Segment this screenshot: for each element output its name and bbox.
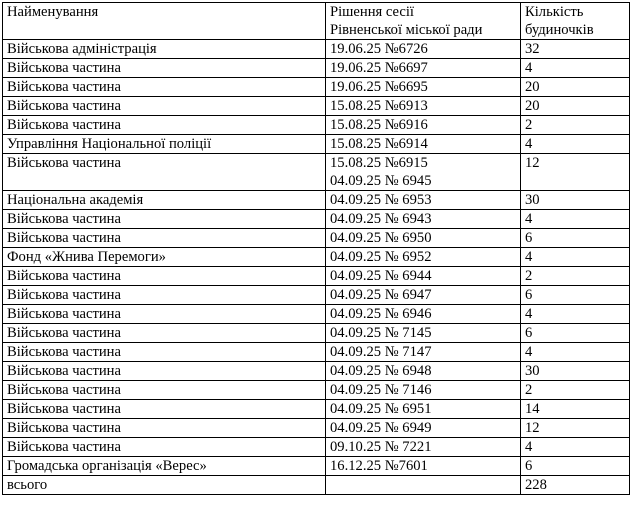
row-name: Військова частина: [7, 268, 121, 284]
row-count-cell: [521, 40, 630, 59]
row-name: Військова частина: [7, 98, 121, 114]
row-count-cell: [521, 59, 630, 78]
row-decision: 04.09.25 № 6951: [330, 401, 432, 417]
row-count-cell: [521, 305, 630, 324]
row-count: 20: [525, 98, 540, 114]
row-count-cell: [521, 286, 630, 305]
row-decision-cell: [326, 267, 521, 286]
table-row: [3, 40, 630, 59]
row-count-cell: [521, 362, 630, 381]
row-decision: 19.06.25 №6697: [330, 60, 428, 76]
row-decision: 04.09.25 № 6948: [330, 363, 432, 379]
header-name: [3, 3, 326, 40]
row-name-cell: [3, 438, 326, 457]
table-row: [3, 97, 630, 116]
row-count: 4: [525, 439, 533, 455]
row-name-cell: [3, 116, 326, 135]
row-decision: 04.09.25 № 7146: [330, 382, 432, 398]
row-decision: 04.09.25 № 7147: [330, 344, 432, 360]
row-count-cell: [521, 267, 630, 286]
row-count: 30: [525, 192, 540, 208]
table-row: [3, 324, 630, 343]
row-count-cell: [521, 116, 630, 135]
row-name: Фонд «Жнива Перемоги»: [7, 249, 166, 265]
row-count-cell: [521, 419, 630, 438]
row-name-cell: [3, 78, 326, 97]
row-name: Національна академія: [7, 192, 144, 208]
row-count-cell: [521, 438, 630, 457]
row-decision-cell: [326, 229, 521, 248]
row-count: 12: [525, 420, 540, 436]
row-count: 4: [525, 344, 533, 360]
table-total-row: [3, 476, 630, 495]
table-row: [3, 419, 630, 438]
row-decision: 15.08.25 №6915: [330, 155, 428, 171]
row-name: Військова частина: [7, 211, 121, 227]
row-decision: 15.08.25 №6916: [330, 117, 428, 133]
row-count: 2: [525, 382, 533, 398]
row-name-cell: [3, 305, 326, 324]
row-decision-cell: [326, 381, 521, 400]
row-name: Військова частина: [7, 363, 121, 379]
row-decision: 04.09.25 № 6950: [330, 230, 432, 246]
row-name-cell: [3, 400, 326, 419]
table-row: [3, 381, 630, 400]
row-decision: 04.09.25 № 6953: [330, 192, 432, 208]
row-name-cell: [3, 97, 326, 116]
row-name-cell: [3, 40, 326, 59]
row-name-cell: [3, 210, 326, 229]
row-name: Громадська організація «Верес»: [7, 458, 207, 474]
table-row: [3, 59, 630, 78]
table-row: [3, 362, 630, 381]
row-decision-cell: [326, 78, 521, 97]
row-name-cell: [3, 324, 326, 343]
table-row: [3, 457, 630, 476]
houses-allocation-table: [2, 2, 630, 495]
row-count-cell: [521, 324, 630, 343]
row-name: Військова частина: [7, 155, 121, 171]
row-name: Військова частина: [7, 60, 121, 76]
table-row: [3, 248, 630, 267]
row-name: Військова частина: [7, 401, 121, 417]
row-decision-cell: [326, 97, 521, 116]
row-count-cell: [521, 135, 630, 154]
row-name: Управління Національної поліції: [7, 136, 212, 152]
row-decision: 04.09.25 № 6947: [330, 287, 432, 303]
table-row: [3, 191, 630, 210]
row-decision-cell: [326, 40, 521, 59]
row-count-cell: [521, 343, 630, 362]
row-name: Військова частина: [7, 117, 121, 133]
row-count-cell: [521, 78, 630, 97]
header-decision-word2: сесії: [385, 4, 414, 20]
row-name: Військова частина: [7, 439, 121, 455]
table-row: [3, 229, 630, 248]
total-count: 228: [525, 477, 547, 493]
row-name-cell: [3, 381, 326, 400]
row-count-cell: [521, 154, 630, 191]
table-row: [3, 154, 630, 191]
row-decision-cell: [326, 59, 521, 78]
row-decision-cell: [326, 286, 521, 305]
row-name-cell: [3, 154, 326, 191]
row-decision: 16.12.25 №7601: [330, 458, 428, 474]
row-name: Військова частина: [7, 287, 121, 303]
row-count: 4: [525, 60, 533, 76]
row-count-cell: [521, 400, 630, 419]
row-decision-cell: [326, 362, 521, 381]
row-name-cell: [3, 362, 326, 381]
row-name-cell: [3, 59, 326, 78]
row-decision: 09.10.25 № 7221: [330, 439, 432, 455]
row-name-cell: [3, 267, 326, 286]
row-count: 4: [525, 249, 533, 265]
header-name-label: Найменування: [7, 4, 99, 20]
row-count: 2: [525, 268, 533, 284]
row-count-cell: [521, 191, 630, 210]
table-row: [3, 135, 630, 154]
row-count-cell: [521, 210, 630, 229]
header-decision-line1: [330, 3, 516, 21]
row-count: 4: [525, 211, 533, 227]
table-row: [3, 343, 630, 362]
total-decision-cell: [326, 476, 521, 495]
row-count: 6: [525, 325, 533, 341]
row-count: 6: [525, 458, 533, 474]
row-name: Військова частина: [7, 344, 121, 360]
row-count-cell: [521, 248, 630, 267]
header-count-line2: будиночків: [525, 22, 594, 38]
table-row: [3, 305, 630, 324]
row-name: Військова частина: [7, 79, 121, 95]
row-count: 6: [525, 287, 533, 303]
row-count: 2: [525, 117, 533, 133]
row-count-cell: [521, 381, 630, 400]
row-decision: 04.09.25 № 6949: [330, 420, 432, 436]
row-name: Військова частина: [7, 382, 121, 398]
row-name-cell: [3, 457, 326, 476]
table-row: [3, 78, 630, 97]
row-decision-cell: [326, 210, 521, 229]
table-header-row: [3, 3, 630, 40]
row-name: Військова адміністрація: [7, 41, 157, 57]
row-count: 20: [525, 79, 540, 95]
row-decision: 15.08.25 №6914: [330, 136, 428, 152]
header-decision-word1: Рішення: [330, 4, 383, 20]
row-decision: 19.06.25 №6695: [330, 79, 428, 95]
row-name: Військова частина: [7, 230, 121, 246]
row-decision: 04.09.25 № 6944: [330, 268, 432, 284]
row-decision-cell: [326, 343, 521, 362]
row-decision: 19.06.25 №6726: [330, 41, 428, 57]
row-name-cell: [3, 229, 326, 248]
row-count-cell: [521, 229, 630, 248]
header-decision: [326, 3, 521, 40]
table-row: [3, 400, 630, 419]
row-name-cell: [3, 191, 326, 210]
row-name-cell: [3, 248, 326, 267]
row-name: Військова частина: [7, 325, 121, 341]
total-label: всього: [7, 477, 48, 493]
row-decision-cell: [326, 154, 521, 191]
row-decision: 15.08.25 №6913: [330, 98, 428, 114]
row-decision-cell: [326, 305, 521, 324]
row-decision: 04.09.25 № 6946: [330, 306, 432, 322]
table-row: [3, 210, 630, 229]
row-name-cell: [3, 419, 326, 438]
row-decision-cell: [326, 135, 521, 154]
row-decision-cell: [326, 438, 521, 457]
row-name: Військова частина: [7, 420, 121, 436]
row-decision-cell: [326, 400, 521, 419]
row-name-cell: [3, 286, 326, 305]
table-row: [3, 116, 630, 135]
row-name-cell: [3, 135, 326, 154]
header-decision-line2: Рівненської міської ради: [330, 22, 483, 38]
row-decision-cell: [326, 457, 521, 476]
table-row: [3, 438, 630, 457]
row-count-cell: [521, 97, 630, 116]
row-decision: 04.09.25 № 7145: [330, 325, 432, 341]
row-decision-cell: [326, 419, 521, 438]
row-count: 32: [525, 41, 540, 57]
row-count-cell: [521, 457, 630, 476]
row-decision: 04.09.25 № 6952: [330, 249, 432, 265]
header-count: [521, 3, 630, 40]
row-decision: 04.09.25 № 6943: [330, 211, 432, 227]
row-count: 12: [525, 155, 540, 171]
row-count: 30: [525, 363, 540, 379]
total-count-cell: [521, 476, 630, 495]
row-decision-cell: [326, 191, 521, 210]
row-count: 6: [525, 230, 533, 246]
row-name-cell: [3, 343, 326, 362]
row-count: 4: [525, 306, 533, 322]
row-count: 14: [525, 401, 540, 417]
row-decision: 04.09.25 № 6945: [330, 173, 432, 189]
total-label-cell: [3, 476, 326, 495]
row-name: Військова частина: [7, 306, 121, 322]
header-count-line1: Кількість: [525, 4, 584, 20]
table-row: [3, 267, 630, 286]
row-count: 4: [525, 136, 533, 152]
table-row: [3, 286, 630, 305]
row-decision-cell: [326, 324, 521, 343]
row-decision-cell: [326, 116, 521, 135]
row-decision-cell: [326, 248, 521, 267]
